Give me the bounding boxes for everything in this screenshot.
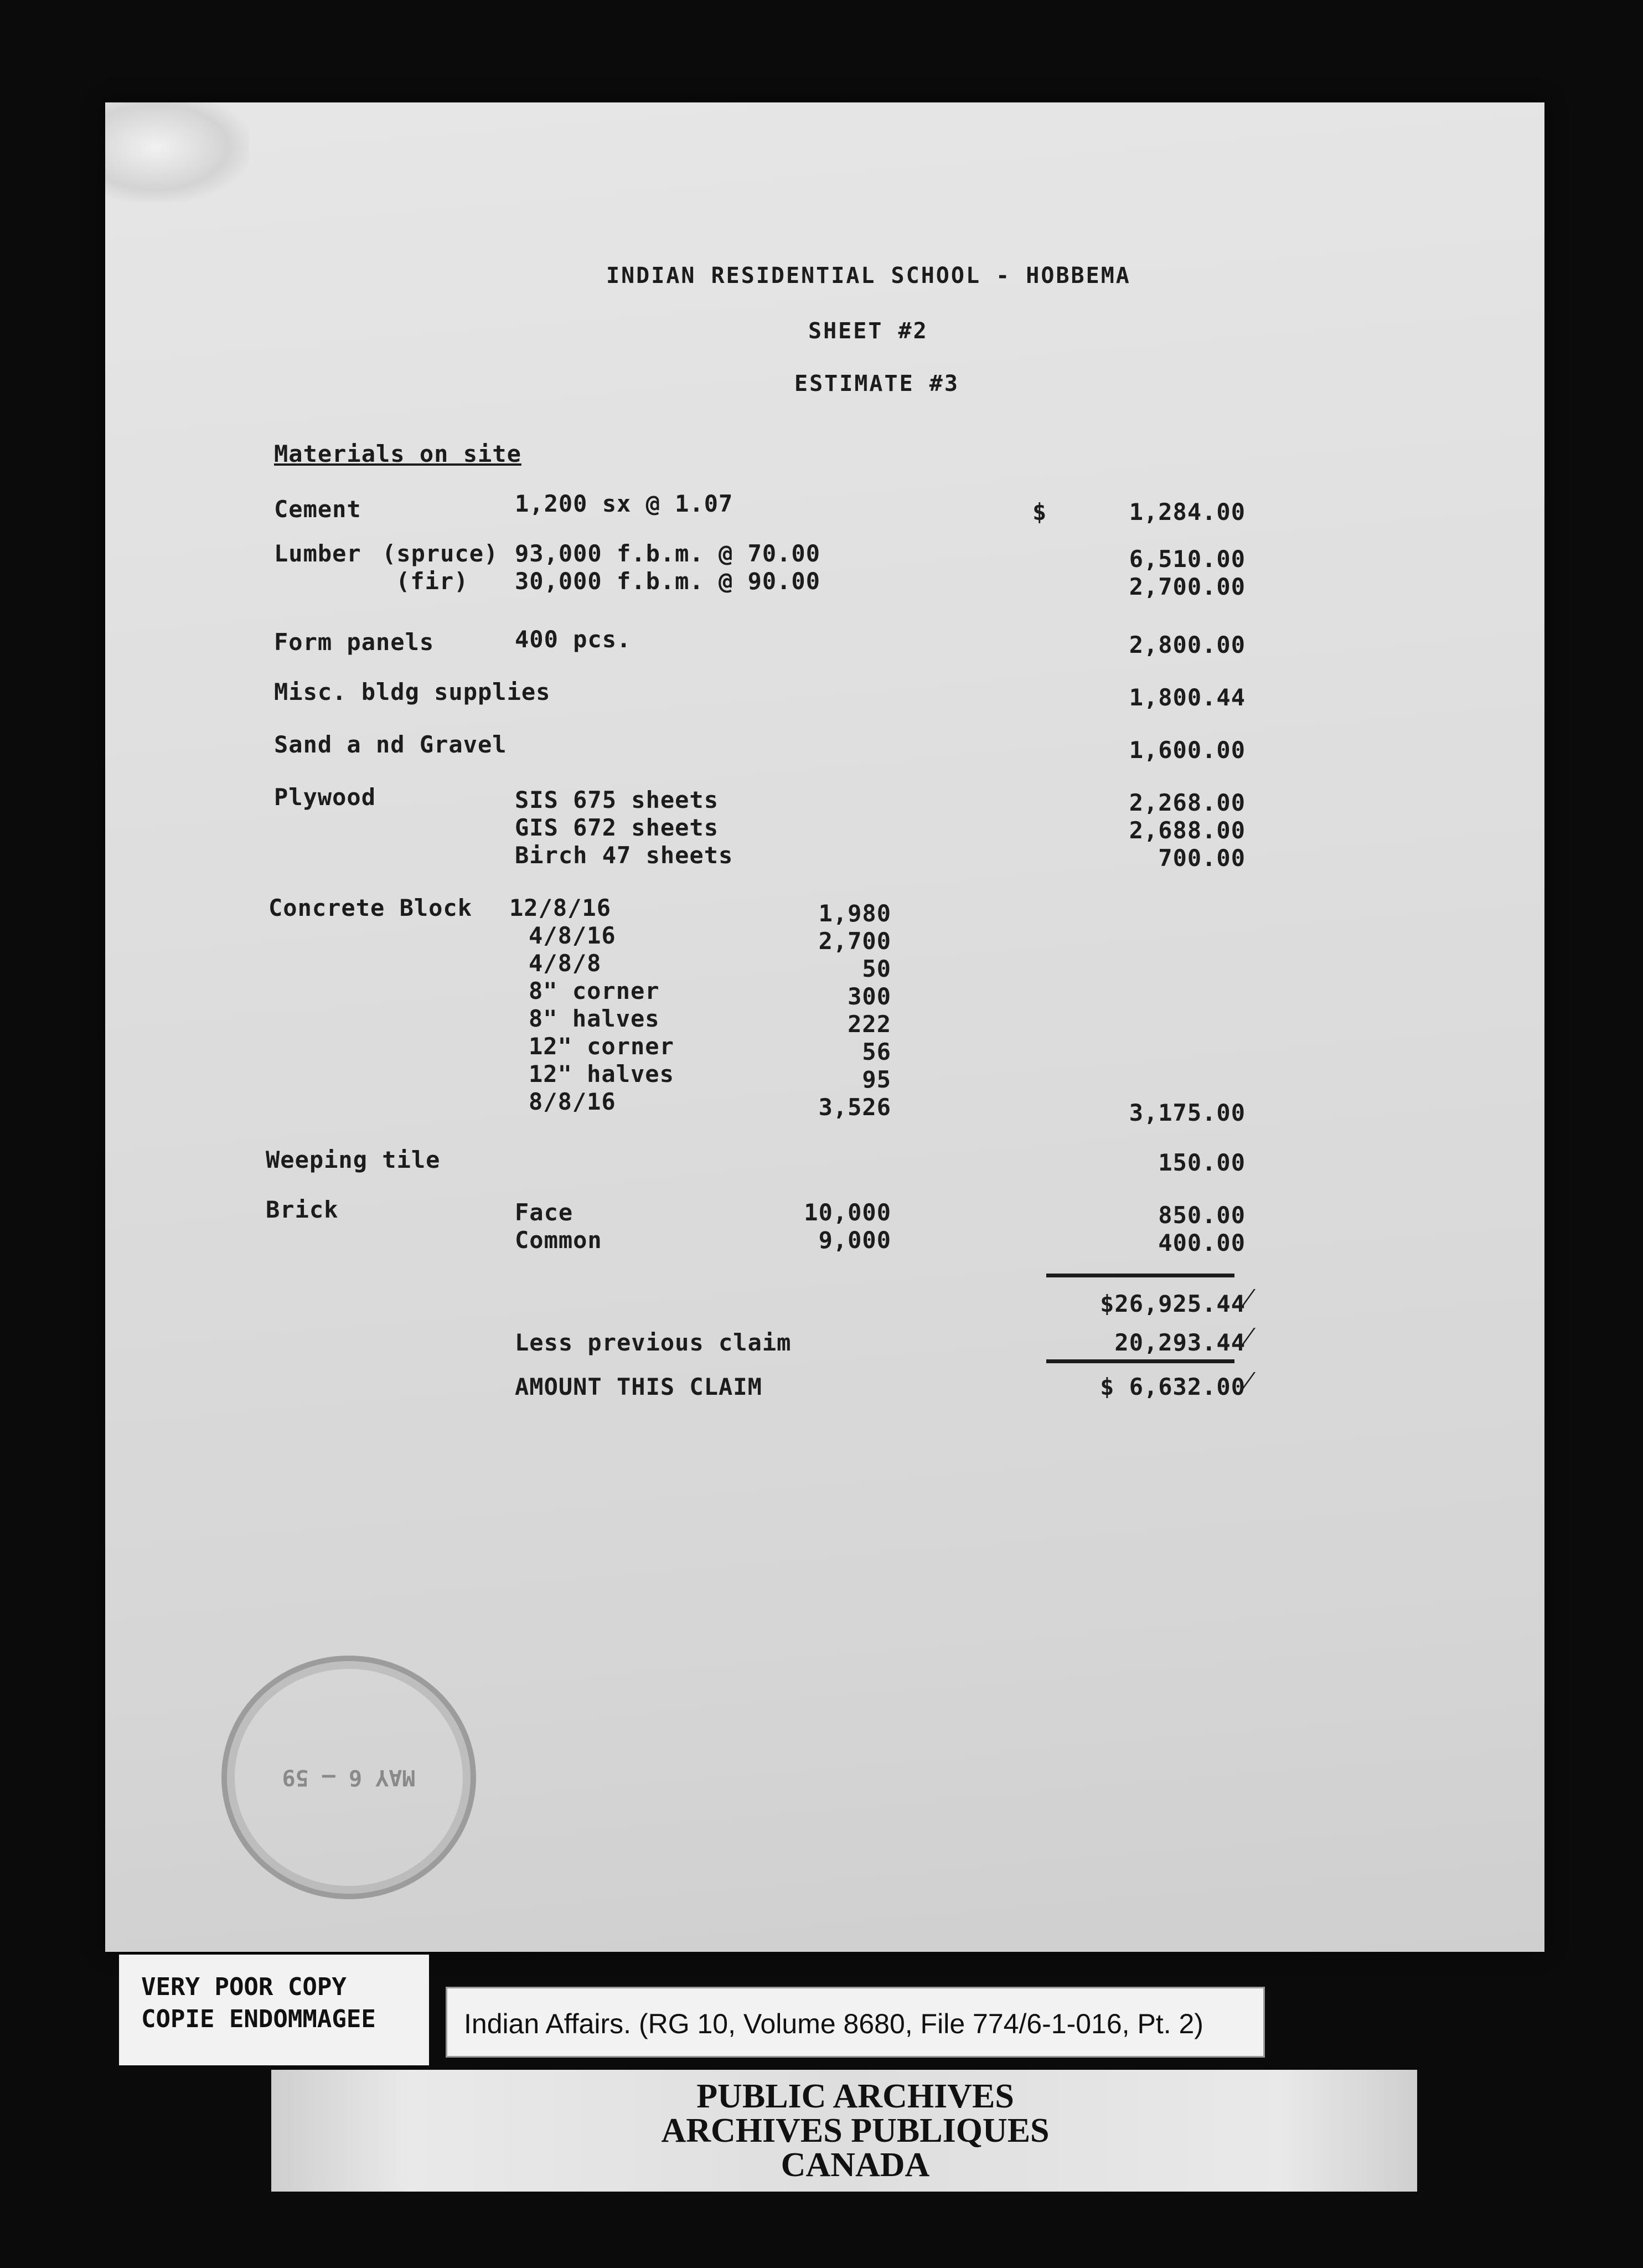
document-title: INDIAN RESIDENTIAL SCHOOL - HOBBEMA bbox=[606, 263, 1131, 288]
total-rule bbox=[1046, 1359, 1234, 1363]
plywood-amount: 2,268.00 bbox=[1129, 789, 1246, 816]
sheet-number: SHEET #2 bbox=[808, 318, 928, 344]
archives-caption bbox=[570, 2079, 1140, 2182]
poor-copy-label bbox=[119, 1955, 429, 2065]
weeping-tile-amount: 150.00 bbox=[1158, 1149, 1246, 1176]
subtotal-amount: $26,925.44 bbox=[1100, 1290, 1246, 1317]
plywood-detail: GIS 672 sheets bbox=[515, 814, 719, 841]
less-previous-amount: 20,293.44 bbox=[1114, 1329, 1246, 1356]
plywood-detail: Birch 47 sheets bbox=[515, 842, 733, 869]
lumber-type-fir: (fir) bbox=[396, 568, 469, 595]
archives-line1: PUBLIC ARCHIVES bbox=[696, 2078, 1014, 2115]
less-previous-label: Less previous claim bbox=[515, 1329, 792, 1356]
block-size: 8" corner bbox=[529, 977, 660, 1004]
brick-qty: 9,000 bbox=[818, 1226, 891, 1254]
currency-sign: $ bbox=[1032, 498, 1047, 525]
amount-claim-label: AMOUNT THIS CLAIM bbox=[515, 1373, 762, 1400]
block-qty: 95 bbox=[862, 1066, 891, 1093]
block-qty: 2,700 bbox=[818, 927, 891, 955]
block-size: 12/8/16 bbox=[509, 894, 612, 921]
lumber-type-spruce: (spruce) bbox=[382, 540, 499, 567]
block-qty: 56 bbox=[862, 1038, 891, 1065]
sand-amount: 1,600.00 bbox=[1129, 736, 1246, 764]
poor-copy-line2: COPIE ENDOMMAGEE bbox=[141, 2005, 376, 2033]
block-size: 4/8/16 bbox=[529, 922, 616, 949]
brick-type: Common bbox=[515, 1226, 602, 1254]
poor-copy-line1: VERY POOR COPY bbox=[141, 1973, 347, 2001]
stamp-text: MAY 6 — 59 bbox=[282, 1765, 416, 1790]
section-heading: Materials on site bbox=[274, 440, 521, 467]
block-qty: 1,980 bbox=[818, 900, 891, 927]
archives-line3: CANADA bbox=[781, 2146, 930, 2184]
brick-amount: 400.00 bbox=[1158, 1229, 1246, 1256]
paper-fold-damage bbox=[105, 102, 249, 202]
sand-label: Sand a nd Gravel bbox=[274, 731, 507, 758]
brick-label: Brick bbox=[266, 1196, 339, 1223]
form-panels-label: Form panels bbox=[274, 628, 435, 656]
form-panels-amount: 2,800.00 bbox=[1129, 631, 1246, 658]
weeping-tile-label: Weeping tile bbox=[266, 1146, 441, 1173]
cement-amount: 1,284.00 bbox=[1129, 498, 1246, 525]
lumber-detail-spruce: 93,000 f.b.m. @ 70.00 bbox=[515, 540, 821, 567]
date-received-stamp bbox=[221, 1656, 476, 1899]
plywood-label: Plywood bbox=[274, 784, 376, 811]
amount-claim-value: $ 6,632.00 bbox=[1100, 1373, 1246, 1400]
check-mark-icon: ⁄ bbox=[1246, 1282, 1251, 1315]
block-size: 8" halves bbox=[529, 1005, 660, 1032]
cement-label: Cement bbox=[274, 496, 361, 523]
plywood-amount: 700.00 bbox=[1158, 844, 1246, 872]
cement-detail: 1,200 sx @ 1.07 bbox=[515, 490, 733, 517]
check-mark-icon: ⁄ bbox=[1246, 1321, 1251, 1354]
block-qty: 222 bbox=[848, 1011, 891, 1038]
lumber-label: Lumber bbox=[274, 540, 361, 567]
brick-qty: 10,000 bbox=[804, 1199, 891, 1226]
plywood-amount: 2,688.00 bbox=[1129, 817, 1246, 844]
block-size: 4/8/8 bbox=[529, 950, 602, 977]
check-mark-icon: ⁄ bbox=[1246, 1365, 1251, 1398]
misc-amount: 1,800.44 bbox=[1129, 684, 1246, 711]
misc-label: Misc. bldg supplies bbox=[274, 678, 551, 705]
plywood-detail: SIS 675 sheets bbox=[515, 786, 719, 813]
brick-type: Face bbox=[515, 1199, 574, 1226]
archives-line2: ARCHIVES PUBLIQUES bbox=[661, 2112, 1050, 2150]
total-rule bbox=[1046, 1274, 1234, 1277]
brick-amount: 850.00 bbox=[1158, 1202, 1246, 1229]
estimate-number: ESTIMATE #3 bbox=[794, 371, 959, 396]
concrete-block-label: Concrete Block bbox=[268, 894, 473, 921]
lumber-amount-spruce: 6,510.00 bbox=[1129, 545, 1246, 573]
block-qty: 50 bbox=[862, 955, 891, 982]
block-size: 8/8/16 bbox=[529, 1088, 616, 1115]
block-size: 12" corner bbox=[529, 1033, 674, 1060]
concrete-block-amount: 3,175.00 bbox=[1129, 1099, 1246, 1126]
form-panels-detail: 400 pcs. bbox=[515, 626, 632, 653]
block-size: 12" halves bbox=[529, 1060, 674, 1087]
lumber-amount-fir: 2,700.00 bbox=[1129, 573, 1246, 600]
block-qty: 3,526 bbox=[818, 1094, 891, 1121]
archive-reference: Indian Affairs. (RG 10, Volume 8680, File 774/6-1-016, Pt. 2) bbox=[446, 1987, 1265, 2058]
block-qty: 300 bbox=[848, 983, 891, 1010]
lumber-detail-fir: 30,000 f.b.m. @ 90.00 bbox=[515, 568, 821, 595]
